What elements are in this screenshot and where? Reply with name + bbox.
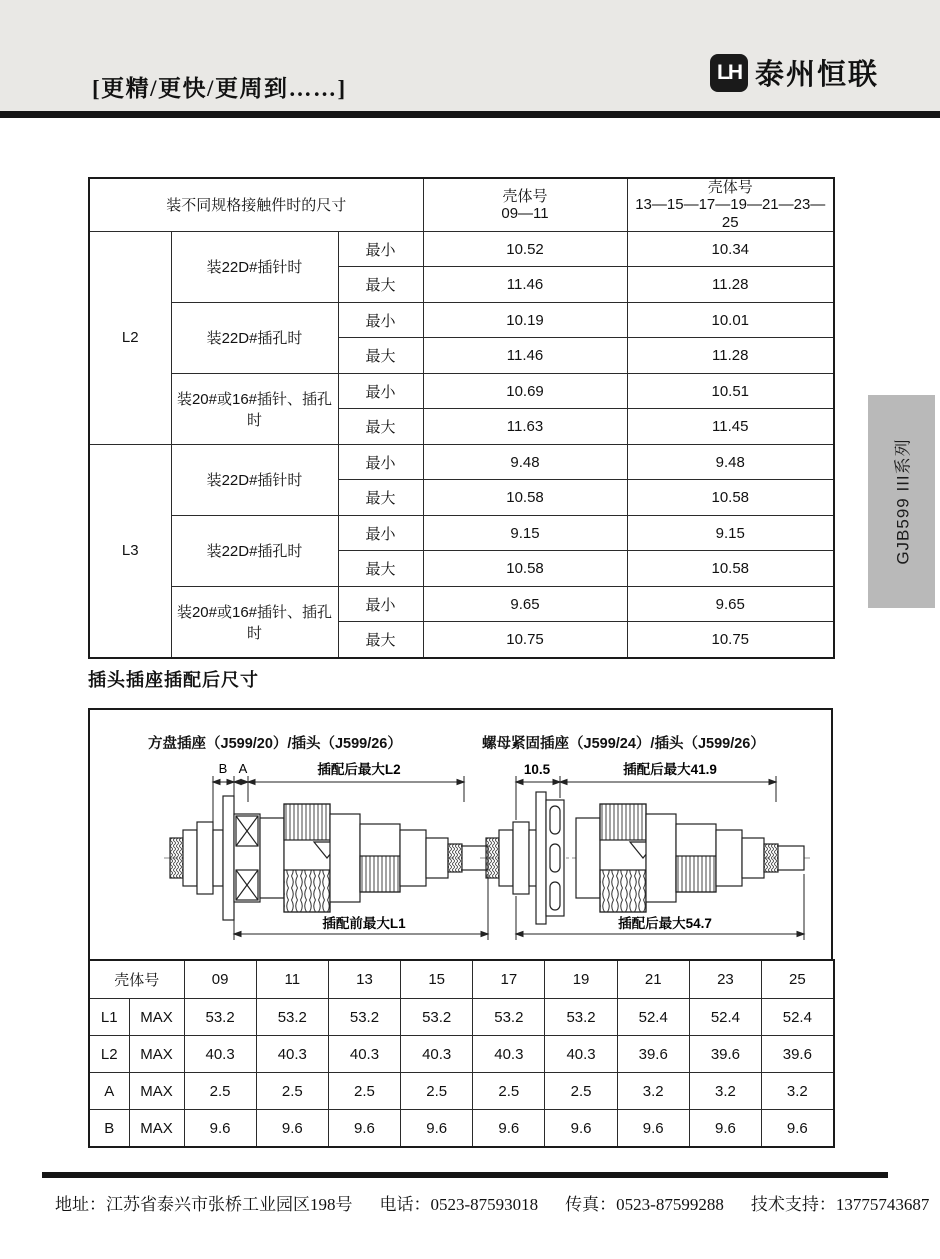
minmax-cell: 最大: [338, 338, 423, 374]
value-cell: 9.65: [627, 586, 834, 622]
table-row: [89, 373, 834, 409]
qual-cell: MAX: [129, 999, 184, 1036]
minmax-cell: 最大: [338, 267, 423, 303]
param-cell: L3: [89, 444, 171, 658]
value-cell: 9.6: [184, 1110, 256, 1148]
value-cell: 2.5: [328, 1073, 400, 1110]
value-cell: 40.3: [328, 1036, 400, 1073]
desc-cell: 装20#或16#插针、插孔时: [171, 586, 338, 658]
value-cell: 9.6: [617, 1110, 689, 1148]
footer: [55, 1190, 929, 1215]
figure-caption-right: 螺母紧固插座（J599/24）/插头（J599/26）: [482, 736, 765, 752]
value-cell: 2.5: [184, 1073, 256, 1110]
value-cell: 10.69: [423, 373, 627, 409]
dim-label-l1: 插配前最大L1: [322, 916, 406, 931]
value-cell: 10.58: [423, 551, 627, 587]
value-cell: 9.6: [689, 1110, 761, 1148]
value-cell: 39.6: [762, 1036, 834, 1073]
shell-header-line2: 09—11: [501, 204, 549, 222]
value-cell: 40.3: [473, 1036, 545, 1073]
shell-header-cell: 23: [689, 960, 761, 999]
value-cell: 2.5: [256, 1073, 328, 1110]
value-cell: 10.01: [627, 302, 834, 338]
value-cell: 40.3: [184, 1036, 256, 1073]
param-cell: L1: [89, 999, 129, 1036]
contact-dimensions-table: [88, 177, 835, 659]
value-cell: 9.6: [762, 1110, 834, 1148]
table-row: [89, 1073, 834, 1110]
dim-label-offset: 10.5: [523, 762, 551, 777]
value-cell: 11.63: [423, 409, 627, 445]
value-cell: 10.75: [423, 622, 627, 658]
value-cell: 53.2: [184, 999, 256, 1036]
section-title: 插头插座插配后尺寸: [88, 670, 259, 690]
qual-cell: MAX: [129, 1036, 184, 1073]
value-cell: 9.6: [328, 1110, 400, 1148]
corner-cell: 壳体号: [89, 960, 184, 999]
footer-address: 地址：江苏省泰兴市张桥工业园区198号: [55, 1195, 353, 1214]
footer-fax: 传真：0523-87599288: [565, 1195, 724, 1214]
value-cell: 3.2: [689, 1073, 761, 1110]
desc-cell: 装22D#插针时: [171, 231, 338, 302]
value-cell: 9.6: [473, 1110, 545, 1148]
shell-header-cell: 17: [473, 960, 545, 999]
jam-nut-connector-drawing: [480, 756, 810, 951]
figure-caption-left: 方盘插座（J599/20）/插头（J599/26）: [148, 736, 402, 752]
value-cell: 11.46: [423, 338, 627, 374]
minmax-cell: 最大: [338, 409, 423, 445]
shell-group-1-header: [423, 178, 627, 231]
value-cell: 10.75: [627, 622, 834, 658]
dim-label-mated-top: 插配后最大41.9: [623, 762, 717, 777]
mated-dimensions-figure: [88, 708, 833, 961]
value-cell: 9.15: [423, 515, 627, 551]
minmax-cell: 最小: [338, 231, 423, 267]
value-cell: 10.51: [627, 373, 834, 409]
minmax-cell: 最大: [338, 480, 423, 516]
value-cell: 10.19: [423, 302, 627, 338]
shell-header-line1: 壳体号: [707, 179, 753, 196]
value-cell: 11.46: [423, 267, 627, 303]
shell-size-table: [88, 959, 835, 1148]
shell-header-line2: 13—15—17—19—21—23—25: [635, 196, 826, 231]
value-cell: 10.58: [423, 480, 627, 516]
value-cell: 53.2: [473, 999, 545, 1036]
shell-header-cell: 21: [617, 960, 689, 999]
square-flange-connector-drawing: [164, 756, 494, 951]
desc-cell: 装22D#插针时: [171, 444, 338, 515]
shell-header-cell: 25: [762, 960, 834, 999]
table-row: [89, 999, 834, 1036]
shell-header-cell: 15: [401, 960, 473, 999]
minmax-cell: 最小: [338, 444, 423, 480]
value-cell: 3.2: [617, 1073, 689, 1110]
value-cell: 11.28: [627, 338, 834, 374]
table-row: [89, 515, 834, 551]
value-cell: 10.52: [423, 231, 627, 267]
series-side-tab-label: GJB599 III系列: [894, 438, 914, 565]
value-cell: 52.4: [617, 999, 689, 1036]
logo-monogram-icon: LH: [710, 54, 748, 92]
value-cell: 2.5: [401, 1073, 473, 1110]
param-cell: A: [89, 1073, 129, 1110]
table-row: [89, 586, 834, 622]
table-header-row: [89, 178, 834, 231]
minmax-cell: 最小: [338, 515, 423, 551]
shell-group-2-header: [627, 178, 834, 231]
table-row: [89, 444, 834, 480]
shell-header-cell: 11: [256, 960, 328, 999]
value-cell: 40.3: [256, 1036, 328, 1073]
minmax-cell: 最小: [338, 302, 423, 338]
minmax-cell: 最大: [338, 551, 423, 587]
dim-label-a: A: [238, 761, 248, 776]
value-cell: 40.3: [545, 1036, 617, 1073]
value-cell: 9.15: [627, 515, 834, 551]
desc-cell: 装20#或16#插针、插孔时: [171, 373, 338, 444]
table-row: [89, 231, 834, 267]
table-row: [89, 302, 834, 338]
table-row: [89, 1110, 834, 1148]
value-cell: 53.2: [328, 999, 400, 1036]
qual-cell: MAX: [129, 1073, 184, 1110]
value-cell: 11.45: [627, 409, 834, 445]
value-cell: 9.6: [256, 1110, 328, 1148]
value-cell: 2.5: [473, 1073, 545, 1110]
span-header-cell: 装不同规格接触件时的尺寸: [89, 178, 423, 231]
value-cell: 53.2: [401, 999, 473, 1036]
minmax-cell: 最大: [338, 622, 423, 658]
value-cell: 52.4: [762, 999, 834, 1036]
dim-label-b: B: [218, 761, 228, 776]
dim-label-mated-bottom: 插配后最大54.7: [618, 916, 712, 931]
shell-header-cell: 19: [545, 960, 617, 999]
value-cell: 53.2: [545, 999, 617, 1036]
value-cell: 10.34: [627, 231, 834, 267]
value-cell: 52.4: [689, 999, 761, 1036]
minmax-cell: 最小: [338, 373, 423, 409]
desc-cell: 装22D#插孔时: [171, 515, 338, 586]
table-header-row: [89, 960, 834, 999]
slogan-text: [更精/更快/更周到……]: [92, 76, 347, 101]
value-cell: 40.3: [401, 1036, 473, 1073]
param-cell: L2: [89, 231, 171, 444]
value-cell: 9.6: [545, 1110, 617, 1148]
value-cell: 2.5: [545, 1073, 617, 1110]
qual-cell: MAX: [129, 1110, 184, 1148]
value-cell: 9.48: [423, 444, 627, 480]
value-cell: 10.58: [627, 551, 834, 587]
shell-header-line1: 壳体号: [502, 187, 548, 205]
dim-label-l2: 插配后最大L2: [317, 762, 401, 777]
shell-header-cell: 09: [184, 960, 256, 999]
value-cell: 9.48: [627, 444, 834, 480]
header-divider: [0, 111, 940, 118]
param-cell: L2: [89, 1036, 129, 1073]
table-row: [89, 1036, 834, 1073]
value-cell: 39.6: [689, 1036, 761, 1073]
value-cell: 53.2: [256, 999, 328, 1036]
value-cell: 11.28: [627, 267, 834, 303]
param-cell: B: [89, 1110, 129, 1148]
value-cell: 39.6: [617, 1036, 689, 1073]
footer-divider: [42, 1172, 888, 1178]
footer-support: 技术支持：13775743687: [750, 1195, 930, 1214]
desc-cell: 装22D#插孔时: [171, 302, 338, 373]
value-cell: 10.58: [627, 480, 834, 516]
company-logo: [710, 52, 879, 93]
shell-header-cell: 13: [328, 960, 400, 999]
minmax-cell: 最小: [338, 586, 423, 622]
brand-name: 泰州恒联: [755, 59, 880, 91]
series-side-tab: [868, 395, 935, 608]
value-cell: 9.65: [423, 586, 627, 622]
footer-phone: 电话：0523-87593018: [379, 1195, 539, 1214]
value-cell: 3.2: [762, 1073, 834, 1110]
value-cell: 9.6: [401, 1110, 473, 1148]
